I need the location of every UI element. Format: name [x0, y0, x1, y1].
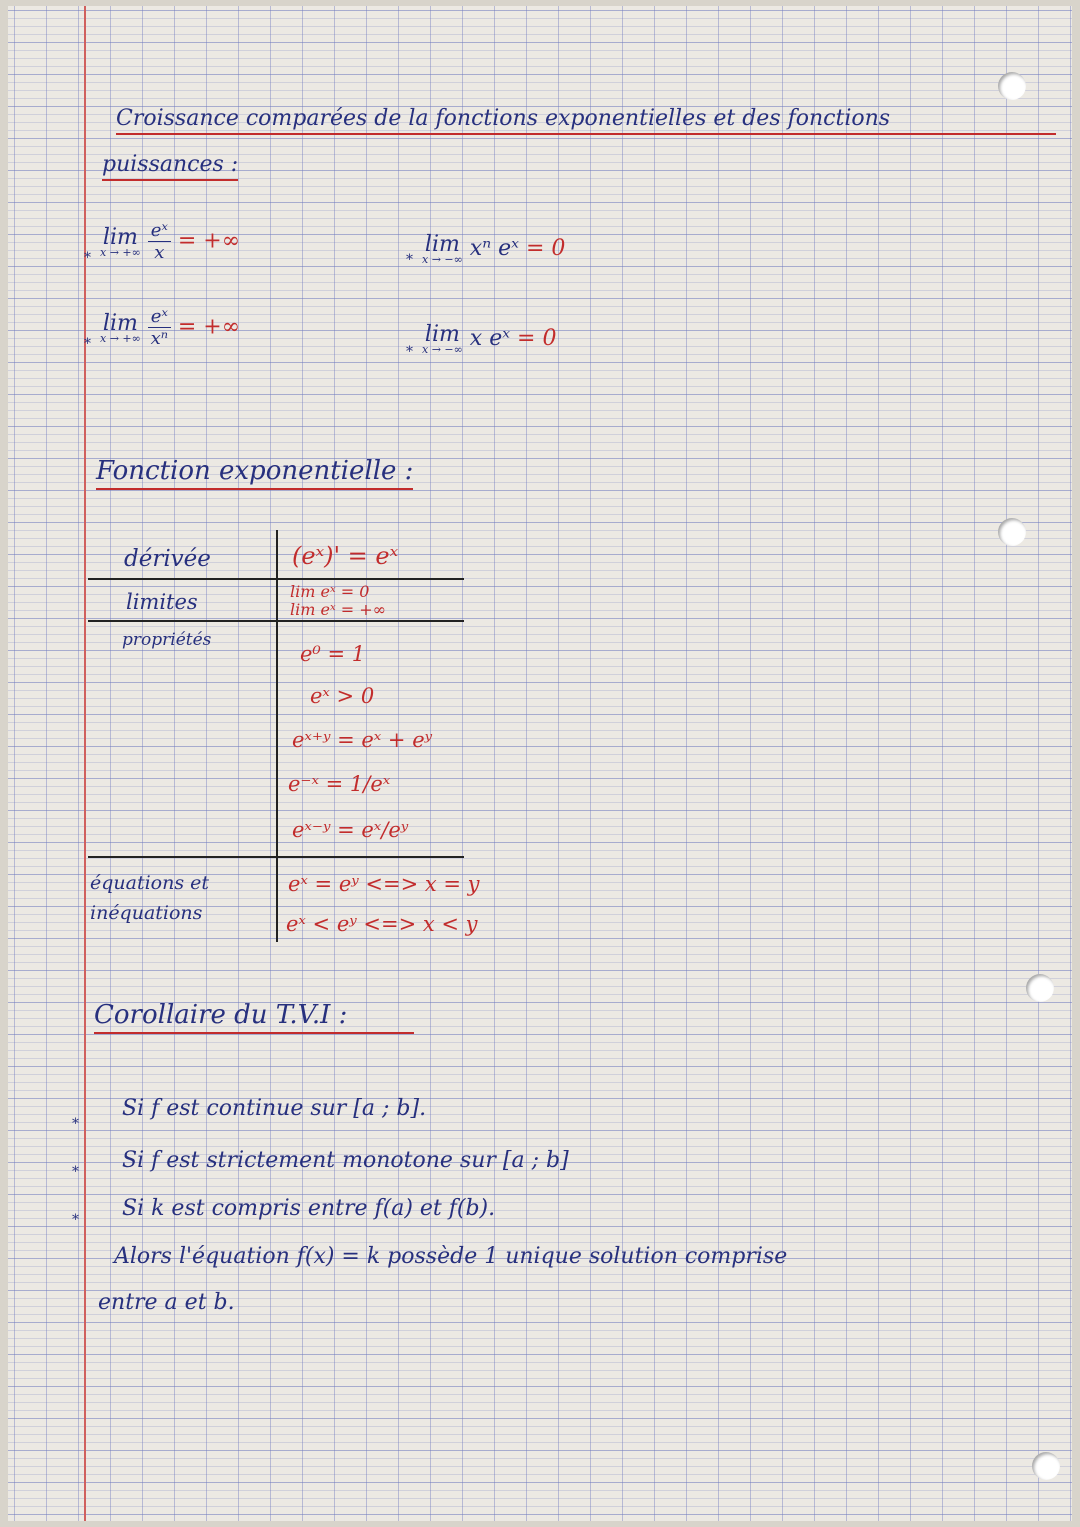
row-value-prop-4: e⁻ˣ = 1/eˣ: [288, 772, 391, 796]
row-value-equation: eˣ = eʸ <=> x = y: [288, 872, 480, 896]
formula-1: lim x → +∞ $\frac{\text{eˣ}}{x}$ = +∞: [100, 220, 241, 263]
tvi-line-4: Alors l'équation f(x) = k possède 1 unique solution comprise: [114, 1244, 788, 1269]
table-row-line: [88, 620, 464, 622]
punch-hole: [998, 518, 1026, 546]
table-divider: [276, 530, 278, 942]
row-label-limites: limites: [126, 590, 198, 614]
row-value-limites-1: lim eˣ = 0: [290, 582, 370, 601]
punch-hole: [1026, 974, 1054, 1002]
row-value-inequation: eˣ < eʸ <=> x < y: [286, 912, 478, 936]
bullet-star: *: [72, 1164, 79, 1180]
row-value-prop-5: eˣ⁻ʸ = eˣ/eʸ: [292, 818, 409, 842]
notebook-page: [8, 6, 1072, 1521]
table-row-line: [88, 578, 464, 580]
tvi-line-1: Si f est continue sur [a ; b].: [122, 1096, 427, 1121]
formula-4: lim x → −∞ x eˣ = 0: [422, 322, 557, 356]
formula-2: lim x → +∞ $\frac{\text{eˣ}}{\text{xⁿ}}$ = +∞: [100, 306, 241, 349]
row-value-prop-1: e⁰ = 1: [300, 642, 366, 666]
row-label-inequations: inéquations: [90, 902, 203, 924]
section1-title: Croissance comparées de la fonctions exponentielles et des fonctions: [116, 106, 1056, 135]
row-value-limites-2: lim eˣ = +∞: [290, 600, 386, 619]
punch-hole: [1032, 1452, 1060, 1480]
section3-title: Corollaire du T.V.I :: [94, 1000, 414, 1034]
row-value-prop-2: eˣ > 0: [310, 684, 375, 708]
bullet-star: *: [84, 250, 91, 266]
tvi-line-3: Si k est compris entre f(a) et f(b).: [122, 1196, 496, 1221]
bullet-star: *: [72, 1212, 79, 1228]
row-label-proprietes: propriétés: [122, 630, 212, 650]
bullet-star: *: [84, 336, 91, 352]
section2-title: Fonction exponentielle :: [96, 456, 413, 490]
margin-line: [84, 6, 86, 1521]
tvi-line-5: entre a et b.: [98, 1290, 235, 1315]
row-value-prop-3: eˣ⁺ʸ = eˣ + eʸ: [292, 728, 433, 752]
punch-hole: [998, 72, 1026, 100]
bullet-star: *: [406, 252, 413, 268]
table-row-line: [88, 856, 464, 858]
row-label-equations: équations et: [90, 872, 210, 894]
section1-title-cont: puissances :: [102, 152, 238, 181]
row-value-derivee: (eˣ)' = eˣ: [292, 542, 399, 570]
formula-3: lim x → −∞ xⁿ eˣ = 0: [422, 232, 566, 266]
bullet-star: *: [72, 1116, 79, 1132]
tvi-line-2: Si f est strictement monotone sur [a ; b]: [122, 1148, 569, 1173]
row-label-derivee: dérivée: [124, 546, 211, 572]
bullet-star: *: [406, 344, 413, 360]
